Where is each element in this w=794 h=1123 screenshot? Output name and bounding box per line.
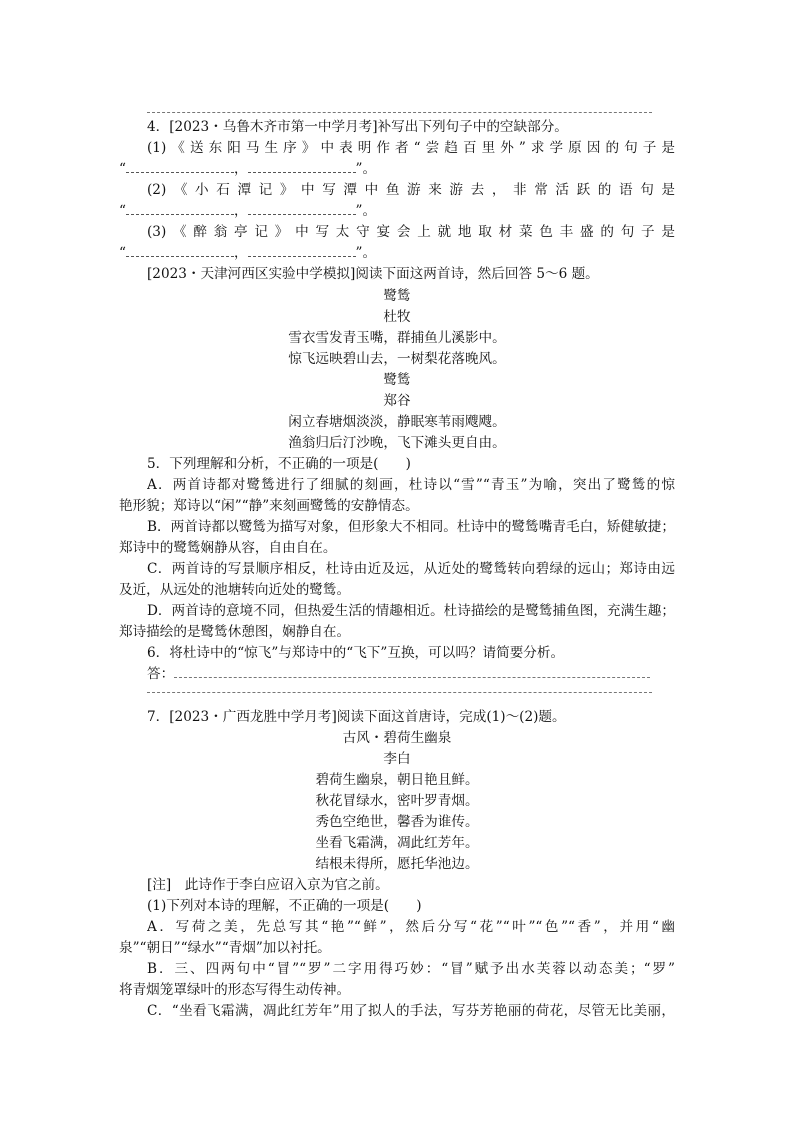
blank-field[interactable] — [248, 243, 356, 257]
q7-option-b-line1: B．三、四两句中“冒”“罗”二字用得巧妙：“冒”赋予出水芙蓉以动态美；“罗” — [147, 961, 675, 977]
q5-option-a-line2: 艳形貌；郑诗以“闲”“静”来刻画鹭鸶的安静情态。 — [119, 498, 419, 514]
quote-open: “ — [119, 161, 126, 177]
quote-close: ”。 — [355, 245, 377, 261]
q6-answer-row — [147, 664, 675, 684]
q7-poem-line-3: 秀色空绝世，馨香为谁传。 — [315, 814, 479, 830]
q7-option-c-line1: C．“坐看飞霜满，凋此红芳年”用了拟人的手法，写芬芳艳丽的荷花，尽管无比美丽， — [147, 1003, 675, 1019]
q4-sub2: (2)《小石潭记》中写潭中鱼游来游去，非常活跃的语句是 — [147, 182, 675, 198]
quote-open: “ — [119, 245, 126, 261]
q7-poem-line-1: 碧荷生幽泉，朝日艳且鲜。 — [315, 772, 479, 788]
q5-option-d-line1: D．两首诗的意境不同，但热爱生活的情趣相近。杜诗描绘的是鹭鸶捕鱼图，充满生趣； — [147, 603, 675, 619]
q7-option-a-line2: 泉”“朝日”“绿水”“青烟”加以衬托。 — [119, 940, 331, 956]
q7-note: [注] 此诗作于李白应诏入京为官之前。 — [147, 877, 389, 893]
intro-q5-6: [2023・天津河西区实验中学模拟]阅读下面这两首诗，然后回答 5～6 题。 — [147, 266, 599, 282]
blank-field[interactable] — [248, 201, 356, 215]
q5-option-b-line2: 郑诗中的鹭鸶娴静从容，自由自在。 — [119, 540, 337, 556]
blank-field[interactable] — [248, 159, 356, 173]
blank-field[interactable] — [126, 201, 234, 215]
q6-stem: 6．将杜诗中的“惊飞”与郑诗中的“飞下”互换，可以吗？请简要分析。 — [147, 645, 565, 661]
q7-poem-title: 古风・碧荷生幽泉 — [342, 730, 452, 746]
q7-option-b-line2: 将青烟笼罩绿叶的形态写得生动传神。 — [119, 982, 351, 998]
q7-poem-author: 李白 — [383, 751, 411, 767]
poem2-author: 郑谷 — [383, 393, 411, 409]
q7-stem: 7．[2023・广西龙胜中学月考]阅读下面这首唐诗，完成(1)～(2)题。 — [147, 709, 566, 725]
comma: ， — [233, 161, 248, 177]
poem2-line-2: 渔翁归后汀沙晚，飞下滩头更自由。 — [288, 435, 506, 451]
comma: ， — [233, 245, 248, 261]
q4-sub1: (1)《送东阳马生序》中表明作者“尝趋百里外”求学原因的句子是 — [147, 140, 675, 156]
q5-option-d-line2: 郑诗描绘的是鹭鸶休憩图，娴静自在。 — [119, 624, 351, 640]
comma: ， — [233, 203, 248, 219]
q4-sub1-answer — [119, 159, 675, 179]
poem2-line-1: 闲立春塘烟淡淡，静眠寒苇雨飕飕。 — [288, 414, 506, 430]
q7-poem-line-4: 坐看飞霜满，凋此红芳年。 — [315, 835, 479, 851]
q7-poem-line-2: 秋花冒绿水，密叶罗青烟。 — [315, 793, 479, 809]
q5-option-c-line1: C．两首诗的写景顺序相反，杜诗由近及远，从近处的鹭鸶转向碧绿的远山；郑诗由远 — [147, 561, 675, 577]
answer-line-2[interactable] — [147, 692, 652, 693]
divider-top — [147, 112, 652, 113]
poem1-line-2: 惊飞远映碧山去，一树梨花落晚风。 — [288, 351, 506, 367]
q5-option-c-line2: 及近，从远处的池塘转向近处的鹭鸶。 — [119, 582, 351, 598]
poem1-line-1: 雪衣雪发青玉嘴，群捕鱼儿溪影中。 — [288, 330, 506, 346]
q7-sub1-stem: (1)下列对本诗的理解，不正确的一项是( ) — [147, 898, 422, 914]
q5-stem: 5．下列理解和分析，不正确的一项是( ) — [147, 456, 411, 472]
poem1-title: 鹭鸶 — [383, 288, 411, 304]
q5-option-a-line1: A．两首诗都对鹭鸶进行了细腻的刻画，杜诗以“雪”“青玉”为喻，突出了鹭鸶的惊 — [147, 477, 675, 493]
blank-field[interactable] — [126, 159, 234, 173]
quote-close: ”。 — [355, 203, 377, 219]
quote-close: ”。 — [355, 161, 377, 177]
answer-line[interactable] — [174, 665, 650, 678]
q5-option-b-line1: B．两首诗都以鹭鸶为描写对象，但形象大不相同。杜诗中的鹭鸶嘴青毛白，矫健敏捷； — [147, 519, 675, 535]
q7-poem-line-5: 结根未得所，愿托华池边。 — [315, 856, 479, 872]
poem1-author: 杜牧 — [383, 309, 411, 325]
q4-sub3-answer — [119, 243, 675, 263]
quote-open: “ — [119, 203, 126, 219]
q4-sub3: (3)《醉翁亭记》中写太守宴会上就地取材菜色丰盛的句子是 — [147, 224, 675, 240]
poem2-title: 鹭鸶 — [383, 372, 411, 388]
blank-field[interactable] — [126, 243, 234, 257]
q7-option-a-line1: A．写荷之美，先总写其“艳”“鲜”，然后分写“花”“叶”“色”“香”，并用“幽 — [147, 919, 675, 935]
answer-label: 答： — [147, 666, 175, 682]
q4-sub2-answer — [119, 201, 675, 221]
q4-stem: 4．[2023・乌鲁木齐市第一中学月考]补写出下列句子中的空缺部分。 — [147, 119, 568, 135]
